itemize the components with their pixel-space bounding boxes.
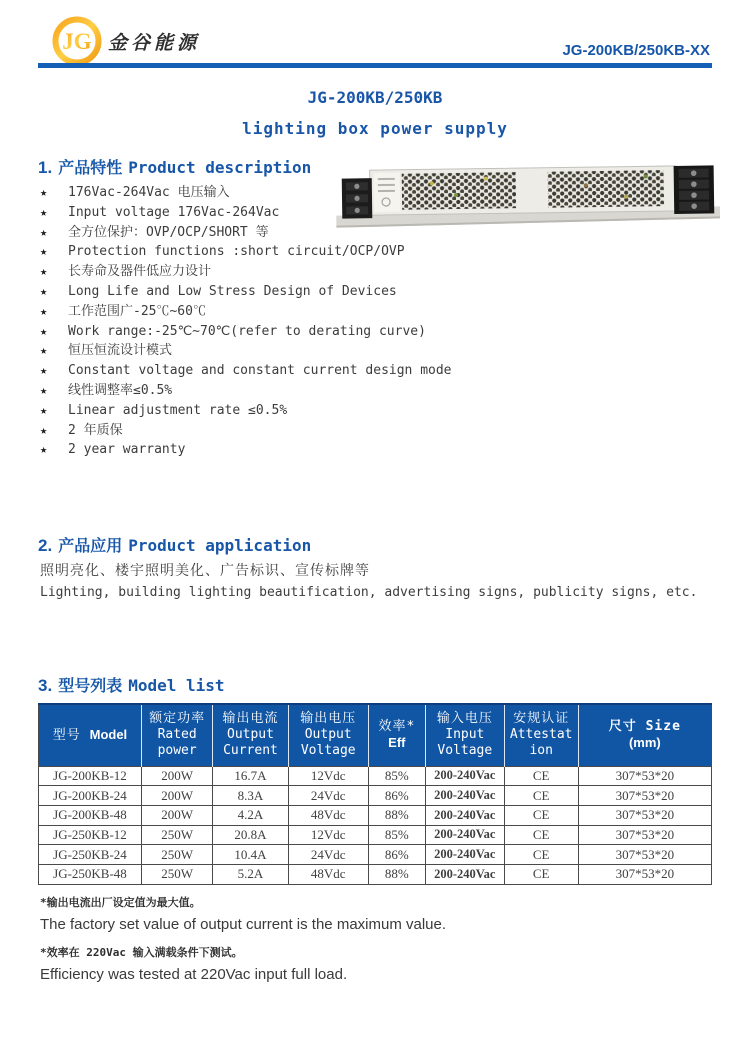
model-table-header-cell: 效率* Eff: [368, 704, 425, 766]
table-cell: JG-200KB-24: [39, 786, 142, 806]
table-cell: 200-240Vac: [425, 786, 504, 806]
title-product: lighting box power supply: [242, 119, 508, 138]
feature-text: 恒压恒流设计模式: [68, 343, 173, 359]
feature-item: [40, 361, 490, 381]
section-heading-model-list: [38, 673, 225, 696]
table-row: [39, 864, 712, 884]
table-cell: 12Vdc: [288, 766, 368, 786]
application-text-cn: 照明亮化、楼宇照明美化、广告标识、宣传标牌等: [40, 563, 370, 579]
power-supply-image: [336, 164, 720, 232]
table-cell: CE: [504, 805, 578, 825]
svg-text:JG: JG: [62, 29, 92, 54]
model-table-header-cell: 额定功率 Rated power: [141, 704, 212, 766]
table-cell: 200-240Vac: [425, 825, 504, 845]
table-cell: 4.2A: [213, 805, 288, 825]
star-bullet-icon: ★: [40, 402, 48, 417]
footnote-cn: *效率在 220Vac 输入满载条件下测试。: [40, 946, 243, 959]
section-title-en: Product description: [128, 158, 312, 177]
table-cell: CE: [504, 786, 578, 806]
star-bullet-icon: ★: [40, 264, 48, 279]
product-photo: [336, 164, 720, 232]
table-cell: 12Vdc: [288, 825, 368, 845]
header-rule: [38, 63, 712, 68]
feature-text: Constant voltage and constant current design mode: [68, 363, 452, 379]
feature-text: Input voltage 176Vac-264Vac: [68, 204, 280, 220]
table-row: [39, 766, 712, 786]
table-row: [39, 825, 712, 845]
table-cell: 200-240Vac: [425, 766, 504, 786]
footnote-en: Efficiency was tested at 220Vac input full load.: [40, 966, 348, 983]
star-bullet-icon: ★: [40, 363, 48, 378]
table-cell: 20.8A: [213, 825, 288, 845]
star-bullet-icon: ★: [40, 303, 48, 318]
feature-item: [40, 341, 490, 361]
section-heading-product-description: [38, 155, 311, 178]
feature-text: Linear adjustment rate ≤0.5%: [68, 402, 288, 418]
model-table-body: [39, 766, 712, 884]
star-bullet-icon: ★: [40, 343, 48, 358]
table-cell: CE: [504, 825, 578, 845]
section-number: 2.: [38, 536, 53, 555]
feature-item: [40, 381, 490, 401]
table-cell: 200W: [141, 786, 212, 806]
header-model-code: JG-200KB/250KB-XX: [562, 42, 710, 59]
table-cell: 200W: [141, 766, 212, 786]
model-table-header-cell: 输入电压 Input Voltage: [425, 704, 504, 766]
title-model: JG-200KB/250KB: [307, 88, 443, 107]
star-bullet-icon: ★: [40, 204, 48, 219]
table-cell: 200-240Vac: [425, 864, 504, 884]
company-name: 金谷能源: [108, 32, 201, 54]
section-title-en: Product application: [128, 536, 312, 555]
feature-item: [40, 440, 490, 460]
model-table-header-cell: 尺寸 Size (mm): [578, 704, 711, 766]
section-title-cn: 产品特性: [58, 158, 123, 177]
table-cell: 48Vdc: [288, 805, 368, 825]
table-cell: 85%: [368, 766, 425, 786]
model-list-table: [38, 703, 712, 885]
model-table-header-cell: 型号 Model: [39, 704, 142, 766]
star-bullet-icon: ★: [40, 382, 48, 397]
table-cell: 10.4A: [213, 845, 288, 865]
feature-text: Long Life and Low Stress Design of Devices: [68, 283, 397, 299]
table-cell: 200-240Vac: [425, 805, 504, 825]
table-cell: 250W: [141, 825, 212, 845]
table-cell: 88%: [368, 805, 425, 825]
feature-item: [40, 262, 490, 282]
model-table: [38, 703, 712, 885]
feature-text: 长寿命及器件低应力设计: [68, 264, 212, 280]
table-cell: 307*53*20: [578, 805, 711, 825]
feature-text: 2 年质保: [68, 422, 123, 438]
table-cell: JG-250KB-12: [39, 825, 142, 845]
table-row: [39, 786, 712, 806]
footnote-cn: *输出电流出厂设定值为最大值。: [40, 896, 201, 909]
feature-text: 工作范围广-25℃~60℃: [68, 303, 206, 319]
table-cell: JG-250KB-48: [39, 864, 142, 884]
feature-item: [40, 401, 490, 421]
table-cell: CE: [504, 864, 578, 884]
section-title-en: Model list: [128, 676, 225, 695]
document-title: [0, 88, 750, 138]
table-cell: 5.2A: [213, 864, 288, 884]
logo-jg-icon: [52, 16, 102, 66]
feature-text: Protection functions :short circuit/OCP/OVP: [68, 244, 405, 260]
section-number: 3.: [38, 676, 53, 695]
footnote-en: The factory set value of output current is the maximum value.: [40, 916, 447, 933]
table-cell: CE: [504, 845, 578, 865]
table-cell: CE: [504, 766, 578, 786]
table-cell: 8.3A: [213, 786, 288, 806]
table-cell: 250W: [141, 845, 212, 865]
table-row: [39, 805, 712, 825]
model-table-header-cell: 输出电流 Output Current: [213, 704, 288, 766]
section-heading-product-application: [38, 533, 311, 556]
table-cell: 86%: [368, 845, 425, 865]
company-logo: [52, 16, 200, 66]
feature-text: 线性调整率≤0.5%: [68, 382, 173, 398]
star-bullet-icon: ★: [40, 323, 48, 338]
model-table-header-row: [39, 704, 712, 766]
feature-text: 2 year warranty: [68, 442, 186, 458]
feature-item: [40, 282, 490, 302]
table-cell: 24Vdc: [288, 845, 368, 865]
star-bullet-icon: ★: [40, 442, 48, 457]
feature-item: [40, 302, 490, 322]
footnotes: [40, 893, 700, 993]
model-table-header-cell: 输出电压 Output Voltage: [288, 704, 368, 766]
table-cell: JG-200KB-12: [39, 766, 142, 786]
star-bullet-icon: ★: [40, 244, 48, 259]
table-cell: 200-240Vac: [425, 845, 504, 865]
feature-item: [40, 242, 490, 262]
table-cell: 307*53*20: [578, 864, 711, 884]
section-title-cn: 型号列表: [58, 676, 123, 695]
table-cell: 200W: [141, 805, 212, 825]
table-cell: 307*53*20: [578, 845, 711, 865]
model-table-head: [39, 704, 712, 766]
feature-text: 全方位保护：OVP/OCP/SHORT 等: [68, 224, 269, 240]
feature-text: 176Vac-264Vac 电压输入: [68, 185, 230, 200]
table-cell: 85%: [368, 825, 425, 845]
table-cell: 48Vdc: [288, 864, 368, 884]
section-title-cn: 产品应用: [58, 536, 123, 555]
table-cell: JG-200KB-48: [39, 805, 142, 825]
model-table-header-cell: 安规认证 Attestat ion: [504, 704, 578, 766]
section-number: 1.: [38, 158, 53, 177]
star-bullet-icon: ★: [40, 422, 48, 437]
feature-text: Work range:-25℃~70℃(refer to derating curve): [68, 323, 426, 339]
feature-item: [40, 421, 490, 441]
star-bullet-icon: ★: [40, 185, 48, 199]
table-cell: 307*53*20: [578, 766, 711, 786]
table-cell: 307*53*20: [578, 786, 711, 806]
star-bullet-icon: ★: [40, 283, 48, 298]
table-row: [39, 845, 712, 865]
table-cell: 86%: [368, 786, 425, 806]
table-cell: 250W: [141, 864, 212, 884]
table-cell: 16.7A: [213, 766, 288, 786]
application-text-en: Lighting, building lighting beautification, advertising signs, publicity signs, etc.: [40, 585, 698, 600]
star-bullet-icon: ★: [40, 224, 48, 239]
table-cell: JG-250KB-24: [39, 845, 142, 865]
table-cell: 88%: [368, 864, 425, 884]
feature-item: [40, 322, 490, 342]
table-cell: 307*53*20: [578, 825, 711, 845]
table-cell: 24Vdc: [288, 786, 368, 806]
